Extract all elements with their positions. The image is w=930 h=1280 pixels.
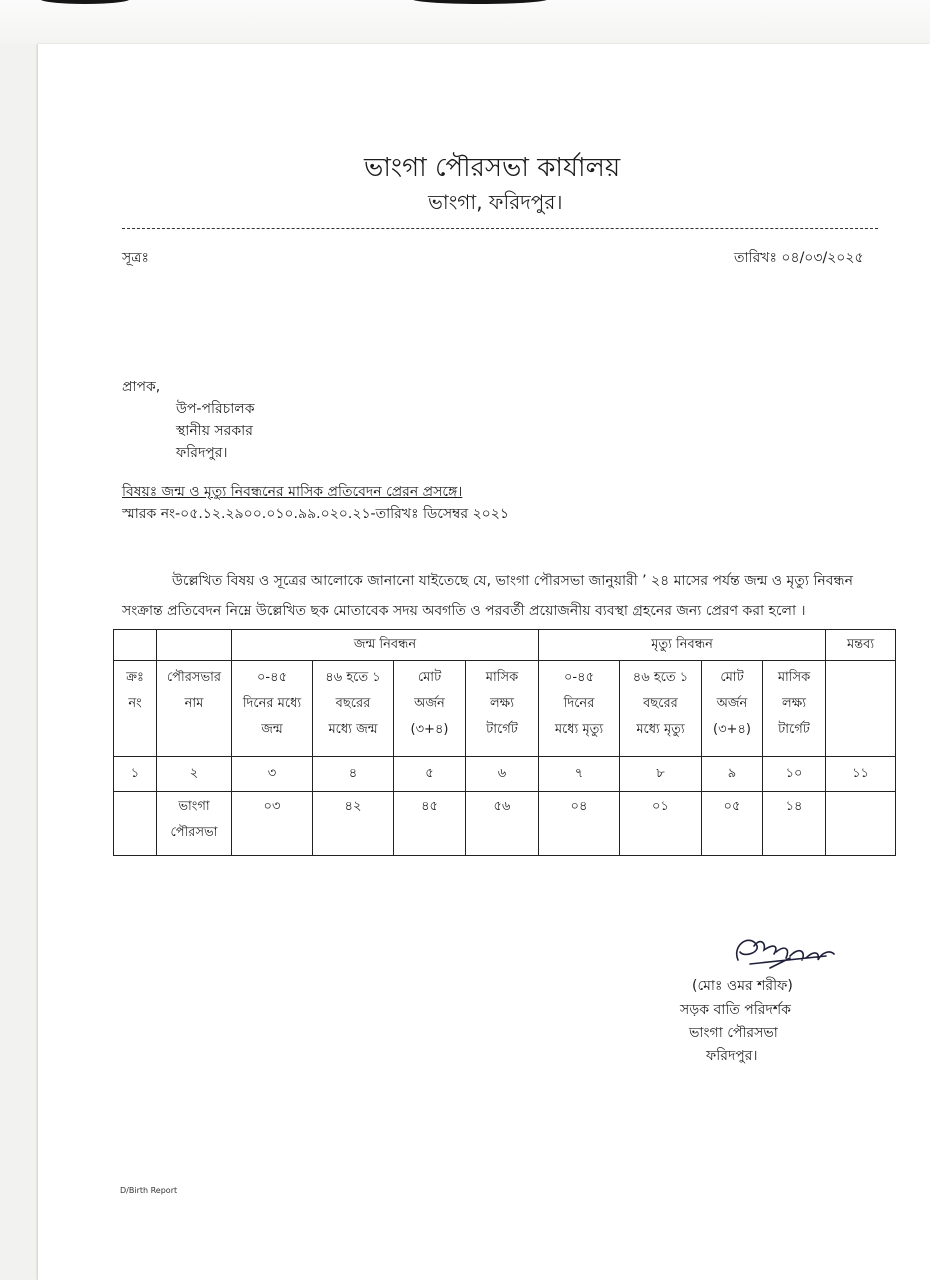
name-header-line: নাম: [184, 696, 204, 711]
birth-group-header: জন্ম নিবন্ধন: [232, 630, 539, 661]
header-line: অর্জন: [716, 696, 748, 711]
column-number: ১: [114, 757, 157, 792]
header-empty-cell: [157, 630, 232, 661]
memo-number: স্মারক নং-০৫.১২.২৯০০.০১০.৯৯.০২০.২১-তারিখঃ ডিসেম্বর ২০২১: [122, 506, 509, 522]
dashed-separator: [122, 228, 878, 229]
header-line: টার্গেট: [778, 722, 810, 737]
serial-header-line: নং: [128, 696, 142, 711]
name-header-line: পৌরসভার: [166, 670, 222, 685]
data-name-cell: [157, 792, 232, 856]
municipality-name-line: ভাংগা: [178, 799, 210, 814]
scan-top-edge: [0, 0, 930, 44]
column-number: ২: [157, 757, 232, 792]
recipient-line: স্থানীয় সরকার: [176, 423, 253, 439]
header-line: লক্ষ্য: [490, 696, 514, 711]
body-line-2: সংক্রান্ত প্রতিবেদন নিম্নে উল্লেখিত ছক মোতাবেক সদয় অবগতি ও পরবর্তী প্রয়োজনীয় ব্যবস্থা গ্রহনের জন্য প্রেরণ করা হলো ।: [122, 603, 806, 619]
data-cell: ১৪: [763, 792, 826, 856]
report-table: [113, 629, 896, 856]
name-header: [157, 661, 232, 757]
header-line: বছরের: [643, 696, 678, 711]
column-number: ১১: [826, 757, 896, 792]
header-line: টার্গেট: [486, 722, 518, 737]
header-line: অর্জন: [414, 696, 445, 711]
header-line: (৩+৪): [410, 722, 449, 737]
header-line: মোট: [720, 670, 744, 685]
handwritten-signature: [730, 928, 840, 980]
recipient-label: প্রাপক,: [122, 379, 161, 395]
data-cell: ০৪: [539, 792, 620, 856]
header-line: বছরের: [335, 696, 371, 711]
birth-col-header: [394, 661, 466, 757]
header-line: দিনের মধ্যে: [242, 696, 302, 711]
recipient-line: উপ-পরিচালক: [176, 401, 255, 417]
column-number: ৪: [313, 757, 394, 792]
header-line: ৪৬ হতে ১: [325, 670, 381, 685]
death-col-header: [702, 661, 763, 757]
signatory-designation: সড়ক বাতি পরিদর্শক: [680, 1002, 791, 1018]
death-col-header: [620, 661, 702, 757]
letter-date: তারিখঃ ০৪/০৩/২০২৫: [734, 250, 864, 266]
header-line: মাসিক: [485, 670, 519, 685]
office-title: ভাংগা পৌরসভা কার্যালয়: [364, 153, 621, 183]
death-col-header: [539, 661, 620, 757]
header-line: ৪৬ হতে ১: [632, 670, 689, 685]
serial-header-line: ক্রঃ: [126, 670, 144, 685]
death-col-header: [763, 661, 826, 757]
birth-col-header: [466, 661, 539, 757]
header-line: জন্ম: [261, 722, 283, 737]
birth-col-header: [232, 661, 313, 757]
body-line-1: উল্লেখিত বিষয় ও সূত্রের আলোকে জানানো যাইতেছে যে, ভাংগা পৌরসভা জানুয়ারী ’ ২৪ মাসের পর্যন্ত জন্ম ও মৃত্যু নিবন্ধন: [172, 573, 853, 589]
header-line: মাসিক: [777, 670, 811, 685]
signatory-name: (মোঃ ওমর শরীফ): [692, 978, 793, 994]
column-number: ৩: [232, 757, 313, 792]
municipality-name-line: পৌরসভা: [170, 825, 218, 840]
office-address: ভাংগা, ফরিদপুর।: [428, 190, 563, 214]
column-number: ১০: [763, 757, 826, 792]
header-line: (৩+৪): [713, 722, 751, 737]
data-cell: ৪৫: [394, 792, 466, 856]
header-line: মধ্যে জন্ম: [328, 722, 378, 737]
header-line: ০-৪৫: [563, 670, 594, 685]
data-cell: ০৫: [702, 792, 763, 856]
footer-file-label: D/Birth Report: [120, 1186, 178, 1195]
remarks-header: মন্তব্য: [826, 630, 896, 661]
header-line: মোট: [417, 670, 442, 685]
data-remarks-cell: [826, 792, 896, 856]
column-number: ৭: [539, 757, 620, 792]
header-line: লক্ষ্য: [782, 696, 807, 711]
subject-line: বিষয়ঃ জন্ম ও মৃত্যু নিবন্ধনের মাসিক প্রতিবেদন প্রেরন প্রসঙ্গে।: [122, 484, 463, 500]
column-number: ৮: [620, 757, 702, 792]
signatory-office: ভাংগা পৌরসভা: [689, 1025, 778, 1041]
header-empty-cell: [114, 630, 157, 661]
column-number: ৬: [466, 757, 539, 792]
birth-col-header: [313, 661, 394, 757]
reference-label: সূত্রঃ: [122, 250, 149, 266]
data-cell: ০১: [620, 792, 702, 856]
death-group-header: মৃত্যু নিবন্ধন: [539, 630, 826, 661]
data-cell: ৪২: [313, 792, 394, 856]
header-line: ০-৪৫: [256, 670, 287, 685]
header-line: মধ্যে মৃত্যু: [554, 722, 604, 737]
column-number: ৫: [394, 757, 466, 792]
header-line: দিনের: [563, 696, 595, 711]
remarks-empty-cell: [826, 661, 896, 757]
signatory-district: ফরিদপুর।: [706, 1048, 758, 1064]
data-cell: ০৩: [232, 792, 313, 856]
recipient-line: ফরিদপুর।: [176, 445, 228, 461]
data-serial-cell: [114, 792, 157, 856]
data-cell: ৫৬: [466, 792, 539, 856]
column-number: ৯: [702, 757, 763, 792]
header-line: মধ্যে মৃত্যু: [636, 722, 685, 737]
serial-header: [114, 661, 157, 757]
